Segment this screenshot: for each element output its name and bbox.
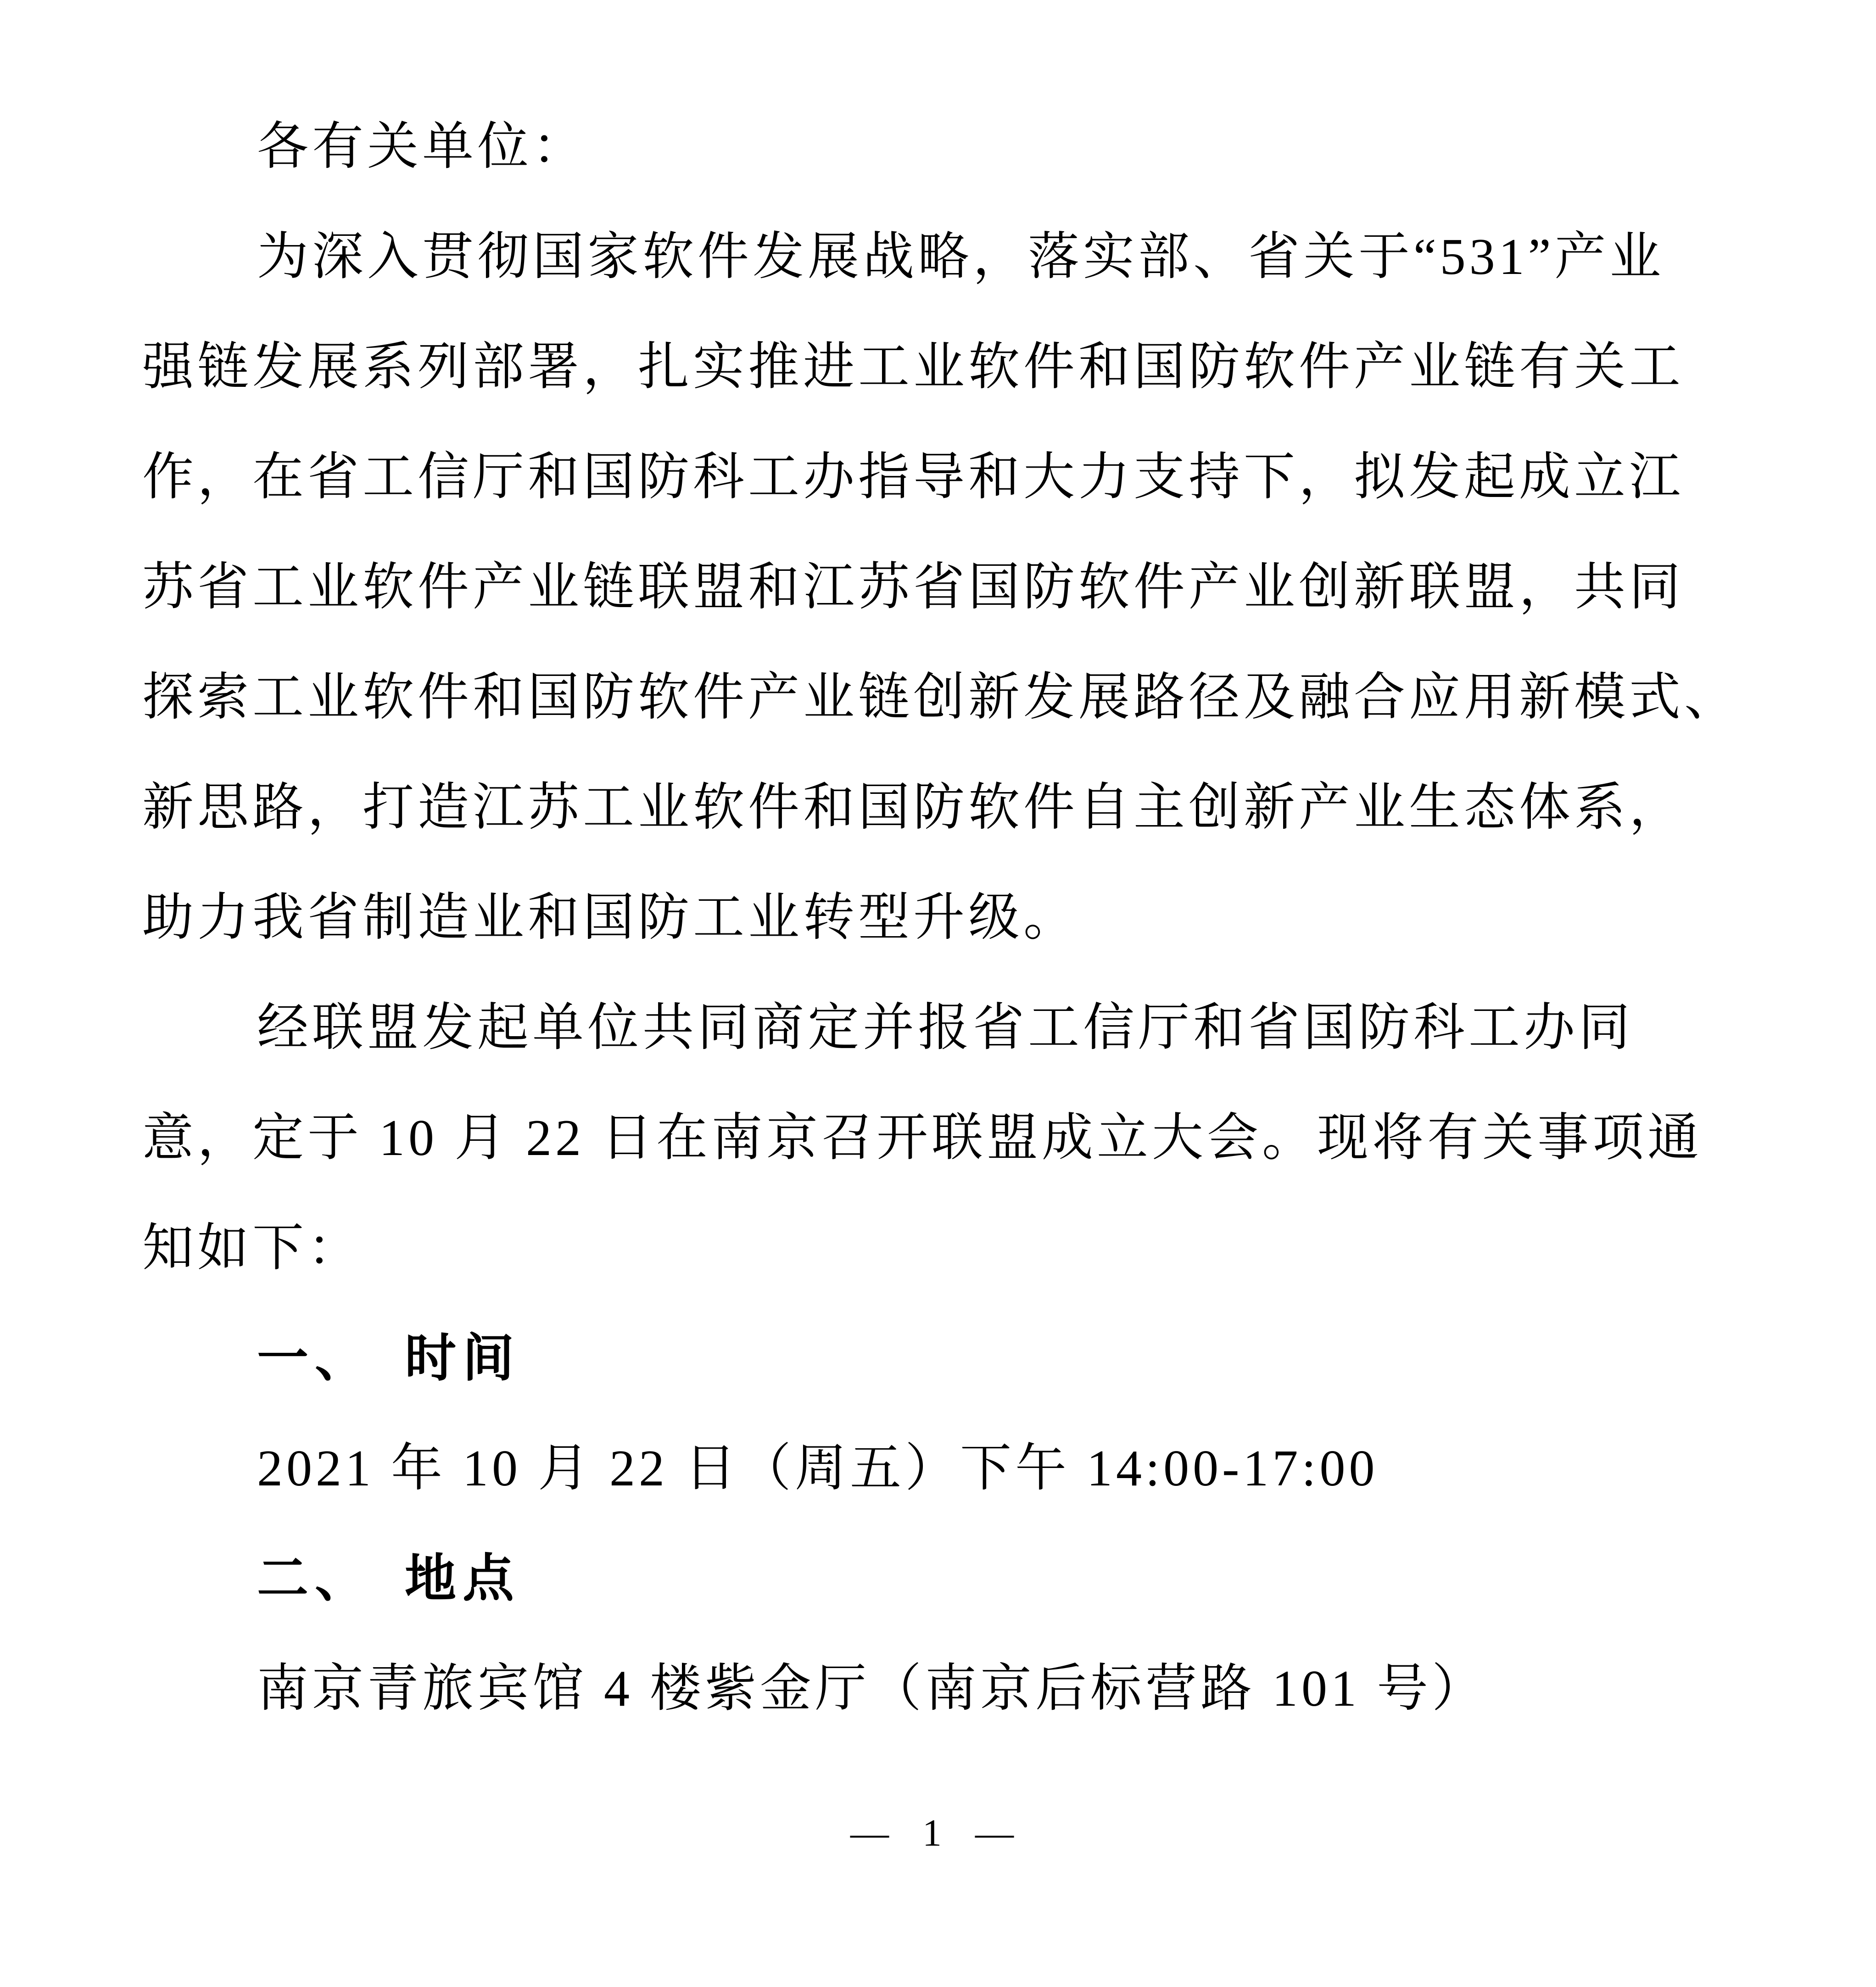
document-body bbox=[142, 0, 1745, 1744]
paragraph-line: 苏省工业软件产业链联盟和江苏省国防软件产业创新联盟，共同 bbox=[142, 559, 1684, 616]
paragraph-line: 探索工业软件和国防软件产业链创新发展路径及融合应用新模式、 bbox=[142, 669, 1739, 726]
page-number: — 1 — bbox=[850, 1812, 1026, 1854]
salutation-line: 各有关单位： bbox=[257, 118, 587, 175]
section-heading-time: 一、 时间 bbox=[257, 1329, 520, 1387]
paragraph-line: 知如下： bbox=[142, 1220, 363, 1277]
paragraph-line: 意，定于 10 月 22 日在南京召开联盟成立大会。现将有关事项通 bbox=[142, 1110, 1703, 1167]
paragraph-line: 助力我省制造业和国防工业转型升级。 bbox=[142, 889, 1078, 946]
paragraph-line: 新思路，打造江苏工业软件和国防软件自主创新产业生态体系， bbox=[142, 779, 1684, 836]
location-value-line: 南京青旅宾馆 4 楼紫金厅（南京后标营路 101 号） bbox=[257, 1660, 1487, 1717]
paragraph-line: 经联盟发起单位共同商定并报省工信厅和省国防科工办同 bbox=[257, 999, 1634, 1056]
time-value-line: 2021 年 10 月 22 日（周五）下午 14:00-17:00 bbox=[257, 1440, 1379, 1497]
section-heading-location: 二、 地点 bbox=[257, 1550, 520, 1607]
paragraph-line: 为深入贯彻国家软件发展战略，落实部、省关于“531”产业 bbox=[257, 229, 1665, 285]
paragraph-line: 作，在省工信厅和国防科工办指导和大力支持下，拟发起成立江 bbox=[142, 449, 1684, 506]
paragraph-line: 强链发展系列部署，扎实推进工业软件和国防软件产业链有关工 bbox=[142, 339, 1684, 396]
